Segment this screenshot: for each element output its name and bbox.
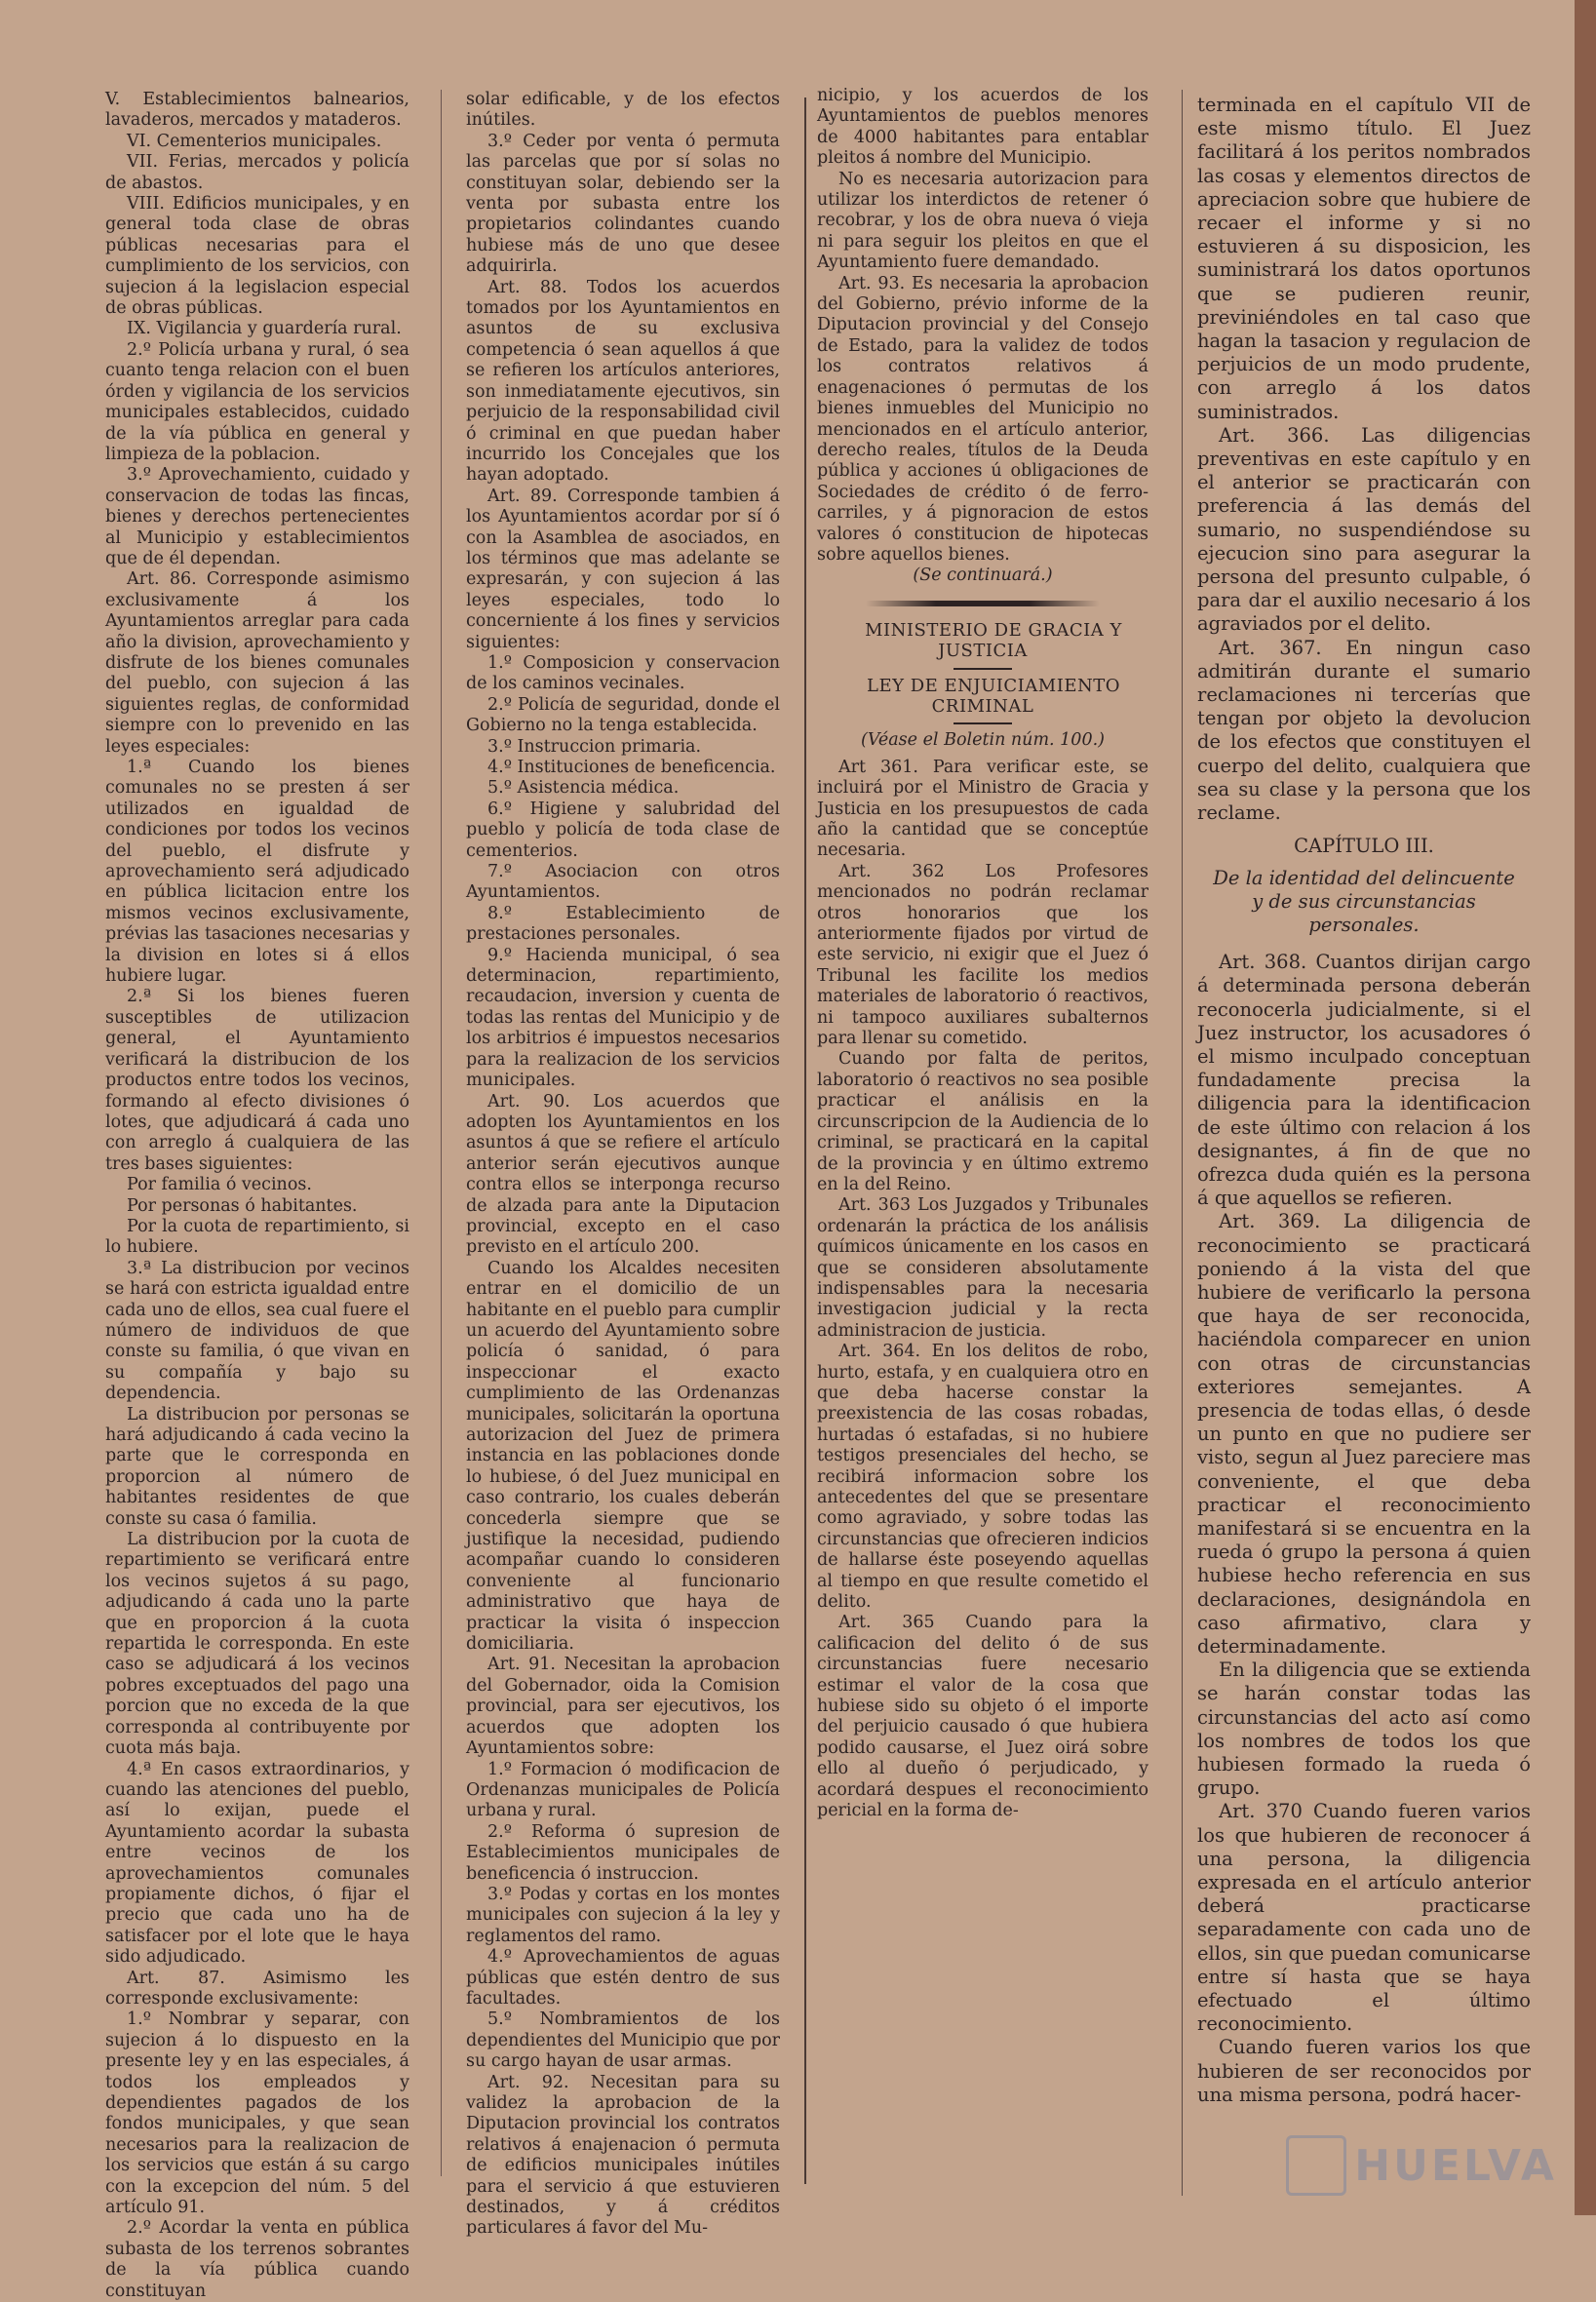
paragraph: Por la cuota de repartimiento, si lo hubiere. <box>105 1216 409 1258</box>
seal-icon <box>1286 2135 1346 2196</box>
paragraph: solar edificable, y de los efectos inútiles. <box>466 90 780 131</box>
paragraph: Cuando fueren varios los que hubieren de ser reconocidos por una misma persona, podrá hacer- <box>1197 2036 1531 2106</box>
paragraph: 9.º Hacienda municipal, ó sea determinacion, repartimiento, recaudacion, inversion y cuenta de todas las rentas del Municipio y de los arbitrios é impuestos necesarios para la realizacion de los servicios municipales. <box>466 945 780 1091</box>
law-title: LEY DE ENJUICIAMIENTO CRIMINAL <box>867 675 1120 717</box>
column-4 <box>1197 94 1531 2151</box>
paragraph: No es necesaria autorizacion para utilizar los interdictos de retener ó recobrar, y los de obra nueva ó vieja ni para seguir los pleitos en que el Ayuntamiento fuere demandado. <box>817 169 1148 273</box>
column-1 <box>105 90 409 2301</box>
paragraph: Art. 91. Necesitan la aprobacion del Gobernador, oida la Comision provincial, para ser ejecutivos, los acuerdos que adopten los Ayuntamientos sobre: <box>466 1655 780 1759</box>
paragraph: Art. 367. En ningun caso admitirán durante el sumario reclamaciones ni tercerías que tengan por objeto la devolucion de los efectos que constituyen el cuerpo del delito, cualquiera que sea su clase y la persona que los reclame. <box>1197 636 1531 825</box>
heading-dash-2 <box>954 722 1012 724</box>
paragraph: 2.º Acordar la venta en pública subasta de los terrenos sobrantes de la vía pública cuando constituyan <box>105 2218 409 2301</box>
column-divider-1 <box>441 90 442 2176</box>
paragraph: 3.º Instruccion primaria. <box>487 736 702 757</box>
paragraph: 3.º Podas y cortas en los montes municipales con sujecion á la ley y reglamentos del ramo. <box>466 1884 780 1946</box>
paragraph: Art. 370 Cuando fueren varios los que hubieren de reconocer á una persona, la diligencia expresada en el artículo anterior deberá practicarse separadamente con cada uno de ellos, sin que puedan comunicarse entre sí hasta que se haya efectuado el último reconocimiento. <box>1197 1800 1531 2036</box>
paragraph: VIII. Edificios municipales, y en general toda clase de obras públicas necesarias para el cumplimiento de los servicios, con sujecion á la legislacion especial de obras públicas. <box>105 194 409 319</box>
column-3-body-text <box>817 758 1148 1822</box>
paragraph: La distribucion por la cuota de repartimiento se verificará entre los vecinos sujetos á su pago, adjudicando á cada uno la parte que en proporcion á la cuota repartida le corresponda. En este caso se adjudicará á los vecinos pobres exceptuados del pago una porcion que no exceda de la que corresponda al contribuyente por cuota más baja. <box>105 1530 409 1759</box>
column-4-body-text <box>1197 951 1531 2107</box>
column-divider-3 <box>1182 90 1183 2196</box>
paragraph: Art. 365 Cuando para la calificacion del delito ó de sus circunstancias fuere necesario estimar el valor de la cosa que hubiese sido su objeto ó el importe del perjuicio causado ó que hubiera podido causarse, el Juez oirá sobre ello al dueño ó perjudicado, y acordará despues el reconocimiento pericial en la forma de- <box>817 1613 1148 1821</box>
column-3-top-text <box>817 86 1148 566</box>
chapter-heading: CAPÍTULO III. <box>1294 835 1434 858</box>
paragraph: Art. 363 Los Juzgados y Tribunales ordenarán la práctica de los análisis químicos únicamente en los casos en que se consideren absolutamente indispensables para la necesaria investigacion judicial y la recta administracion de justicia. <box>817 1195 1148 1341</box>
paragraph: 2.º Policía urbana y rural, ó sea cuanto tenga relacion con el buen órden y vigilancia de los servicios municipales establecidos, cuidado de la vía pública en general y limpieza de la poblacion. <box>105 339 409 464</box>
ministry-heading: MINISTERIO DE GRACIA Y JUSTICIA <box>865 619 1122 662</box>
paragraph: V. Establecimientos balnearios, lavaderos, mercados y mataderos. <box>105 90 409 131</box>
paragraph: Cuando por falta de peritos, laboratorio ó reactivos no sea posible practicar el análisis en la circunscripcion de la Audiencia de lo criminal, se practicará en la capital de la provincia y en último extremo en la del Reino. <box>817 1049 1148 1194</box>
paragraph: 4.º Instituciones de beneficencia. <box>487 758 776 777</box>
paragraph: Art. 366. Las diligencias preventivas en este capítulo y en el anterior se practicarán con preferencia á las demás del sumario, no suspendiéndose su ejecucion sino para asegurar la persona del presunto culpable, ó para dar el auxilio necesario á los agraviados por el delito. <box>1197 423 1531 636</box>
heading-dash <box>954 668 1012 670</box>
paragraph: terminada en el capítulo VII de este mismo título. El Juez facilitará á los peritos nombrados las cosas y elementos directos de apreciacion sobre que hubiere de recaer el informe y si no estuvieren á su disposicion, les suministrará los datos oportunos que se pudieren reunir, previniéndoles en tal caso que hagan la tasacion y regulacion de perjuicios de un modo prudente, con arreglo á los datos suministrados. <box>1197 94 1531 423</box>
paragraph: 6.º Higiene y salubridad del pueblo y policía de toda clase de cementerios. <box>466 799 780 861</box>
paragraph: Art. 93. Es necesaria la aprobacion del Gobierno, prévio informe de la Diputacion provincial y del Consejo de Estado, para la validez de todos los contratos relativos á enagenaciones ó permutas de los bienes inmuebles del Municipio no mencionados en el artículo anterior, derecho reales, títulos de la Deuda pública y acciones ú obligaciones de Sociedades de crédito ó de ferro-carriles, y á pignoracion de estos valores ó constitucion de hipotecas sobre aquellos bienes. <box>817 273 1148 565</box>
paragraph: 4.º Aprovechamientos de aguas públicas que estén dentro de sus facultades. <box>466 1947 780 2009</box>
bulletin-reference: (Véase el Boletin núm. 100.) <box>861 730 1105 751</box>
paragraph: En la diligencia que se extienda se harán constar todas las circunstancias del acto así como los nombres de todos los que hubiesen formado la rueda ó grupo. <box>1197 1658 1531 1800</box>
paragraph: 4.ª En casos extraordinarios, y cuando las atenciones del pueblo, así lo exijan, puede el Ayuntamiento acordar la subasta entre vecinos de los aprovechamientos comunales propiamente dichos, ó fijar el precio que cada uno ha de satisfacer por el lote que le haya sido adjudicado. <box>105 1759 409 1968</box>
paragraph: 3.º Ceder por venta ó permuta las parcelas que por sí solas no constituyan solar, debiendo ser la venta por subasta entre los propietarios colindantes cuando hubiese más de uno que desee adquirirla. <box>466 131 780 277</box>
paragraph: 3.º Aprovechamiento, cuidado y conservacion de todas las fincas, bienes y derechos pertenecientes al Municipio y establecimientos que de él dependan. <box>105 465 409 568</box>
paragraph: VII. Ferias, mercados y policía de abastos. <box>105 152 409 193</box>
paragraph: 5.º Asistencia médica. <box>487 778 680 799</box>
paragraph: nicipio, y los acuerdos de los Ayuntamientos de pueblos menores de 4000 habitantes para entablar pleitos á nombre del Municipio. <box>817 86 1148 169</box>
page-edge <box>1575 0 1596 2215</box>
column-divider-2 <box>804 98 806 2184</box>
paragraph: 1.º Formacion ó modificacion de Ordenanzas municipales de Policía urbana y rural. <box>466 1759 780 1821</box>
paragraph: 7.º Asociacion con otros Ayuntamientos. <box>466 862 780 903</box>
paragraph: Art. 364. En los delitos de robo, hurto, estafa, y en cualquiera otro en que deba hacerse constar la preexistencia de las cosas robadas, hurtadas ó estafadas, si no hubiere testigos presenciales del hecho, se recibirá informacion sobre los antecedentes del que se presentare como agraviado, y sobre todas las circunstancias que ofrecieren indicios de hallarse éste poseyendo aquellas al tiempo en que resulte cometido el delito. <box>817 1342 1148 1613</box>
column-4-top-text <box>1197 94 1531 825</box>
column-3 <box>817 86 1148 2143</box>
paragraph: Art. 369. La diligencia de reconocimiento se practicará poniendo á la vista del que hubiere de verificarlo la persona que haya de ser reconocida, haciéndola comparecer en union con otras de circunstancias exteriores semejantes. A presencia de todas ellas, ó desde un punto en que no pudiere ser visto, segun al Juez pareciere mas conveniente, el que deba practicar el reconocimiento manifestará si se encuentra en la rueda ó grupo la persona á quien hubiese hecho referencia en sus declaraciones, designándola en caso afirmativo, clara y determinadamente. <box>1197 1210 1531 1658</box>
paragraph: Art. 86. Corresponde asimismo exclusivamente á los Ayuntamientos arreglar para cada año la division, aprovechamiento y disfrute de los bienes comunales del pueblo, con sujecion á las siguientes reglas, de conformidad siempre con lo prevenido en las leyes especiales: <box>105 569 409 757</box>
ornamental-separator <box>866 601 1100 606</box>
paragraph: Por familia ó vecinos. <box>127 1175 312 1195</box>
paragraph: Art. 90. Los acuerdos que adopten los Ayuntamientos en los asuntos á que se refiere el artículo anterior serán ejecutivos aunque contra ellos se interponga recurso de alzada para ante la Diputacion provincial, excepto en el caso previsto en el artículo 200. <box>466 1091 780 1258</box>
paragraph: 5.º Nombramientos de los dependientes del Municipio que por su cargo hayan de usar armas. <box>466 2009 780 2072</box>
archive-watermark <box>1286 2135 1557 2196</box>
paragraph: Art 361. Para verificar este, se incluirá por el Ministro de Gracia y Justicia en los presupuestos de cada año la cantidad que se conceptúe necesaria. <box>817 757 1148 861</box>
watermark-text: HUELVA <box>1354 2140 1557 2191</box>
continua-note: (Se continuará.) <box>913 566 1053 586</box>
paragraph: Art. 88. Todos los acuerdos tomados por los Ayuntamientos en asuntos de su exclusiva competencia ó sean aquellos á que se refieren los artículos anteriores, son inmediatamente ejecutivos, sin perjuicio de la responsabilidad civil ó criminal en que puedan haber incurrido los Concejales que los hayan adoptado. <box>466 277 780 486</box>
column-2 <box>466 90 780 2239</box>
paragraph: 1.º Composicion y conservacion de los caminos vecinales. <box>466 652 780 694</box>
paragraph: 2.º Policía de seguridad, donde el Gobierno no la tenga establecida. <box>466 694 780 736</box>
paragraph: 2.ª Si los bienes fueren susceptibles de utilizacion general, el Ayuntamiento verificará la distribucion de los productos entre todos los vecinos, formando al efecto divisiones ó lotes, que adjudicará á cada uno con arreglo á cualquiera de las tres bases siguientes: <box>105 987 409 1174</box>
paragraph: Art. 362 Los Profesores mencionados no podrán reclamar otros honorarios que los anteriormente fijados por virtud de este servicio, ni exigir que el Juez ó Tribunal les facilite los medios materiales de laboratorio ó reactivos, ni tampoco auxiliares subalternos para llenar su cometido. <box>817 861 1148 1049</box>
paragraph: 3.ª La distribucion por vecinos se hará con estricta igualdad entre cada uno de ellos, sea cual fuere el número de individuos de que conste su familia, ó que vivan en su compañía y bajo su dependencia. <box>105 1258 409 1404</box>
paragraph: IX. Vigilancia y guardería rural. <box>127 319 402 339</box>
paragraph: Art. 92. Necesitan para su validez la aprobacion de la Diputacion provincial los contratos relativos á enajenacion ó permuta de edificios municipales inútiles para el servicio á que estuvieren destinados, y á créditos particulares á favor del Mu- <box>466 2072 780 2239</box>
chapter-subtitle: De la identidad del delincuente y de sus circunstancias personales. <box>1213 866 1515 936</box>
paragraph: 1.ª Cuando los bienes comunales no se presten á ser utilizados en igualdad de condiciones por todos los vecinos del pueblo, el disfrute y aprovechamiento será adjudicado en pública licitacion entre los mismos vecinos exclusivamente, prévias las tasaciones necesarias y la division en lotes si á ellos hubiere lugar. <box>105 758 409 987</box>
paragraph: Art. 89. Corresponde tambien á los Ayuntamientos acordar por sí ó con la Asamblea de asociados, en los términos que mas adelante se expresarán, y con sujecion á las leyes especiales, todo lo concerniente á los fines y servicios siguientes: <box>466 486 780 652</box>
paragraph: 1.º Nombrar y separar, con sujecion á lo dispuesto en la presente ley y en las especiales, á todos los empleados y dependientes pagados de los fondos municipales, y que sean necesarios para la realizacion de los servicios que están á su cargo con la excepcion del núm. 5 del artículo 91. <box>105 2009 409 2218</box>
paragraph: 2.º Reforma ó supresion de Establecimientos municipales de beneficencia ó instruccion. <box>466 1821 780 1884</box>
paragraph: VI. Cementerios municipales. <box>127 131 382 151</box>
paragraph: Art. 368. Cuantos dirijan cargo á determinada persona deberán reconocerla judicialmente, si el Juez instructor, los acusadores ó el mismo inculpado conceptuan fundadamente precisa la diligencia para la identificacion de este último con relacion á los designantes, á fin de que no ofrezca duda quién es la persona á que aquellos se refieren. <box>1197 951 1531 1210</box>
paragraph: Por personas ó habitantes. <box>127 1195 358 1216</box>
paragraph: Art. 87. Asimismo les corresponde exclusivamente: <box>105 1968 409 2009</box>
paragraph: La distribucion por personas se hará adjudicando á cada vecino la parte que le corresponda en proporcion al número de habitantes residentes de que conste su casa ó familia. <box>105 1404 409 1529</box>
paragraph: Cuando los Alcaldes necesiten entrar en el domicilio de un habitante en el pueblo para cumplir un acuerdo del Ayuntamiento sobre policía ó sanidad, ó para inspeccionar el exacto cumplimiento de las Ordenanzas municipales, solicitarán la oportuna autorizacion del Juez de primera instancia en las poblaciones donde lo hubiese, ó del Juez municipal en caso contrario, los cuales deberán concederla siempre que se justifique la necesidad, pudiendo acompañar cuando lo consideren conveniente al funcionario administrativo que haya de practicar la visita ó inspeccion domiciliaria. <box>466 1258 780 1655</box>
paragraph: 8.º Establecimiento de prestaciones personales. <box>466 903 780 945</box>
